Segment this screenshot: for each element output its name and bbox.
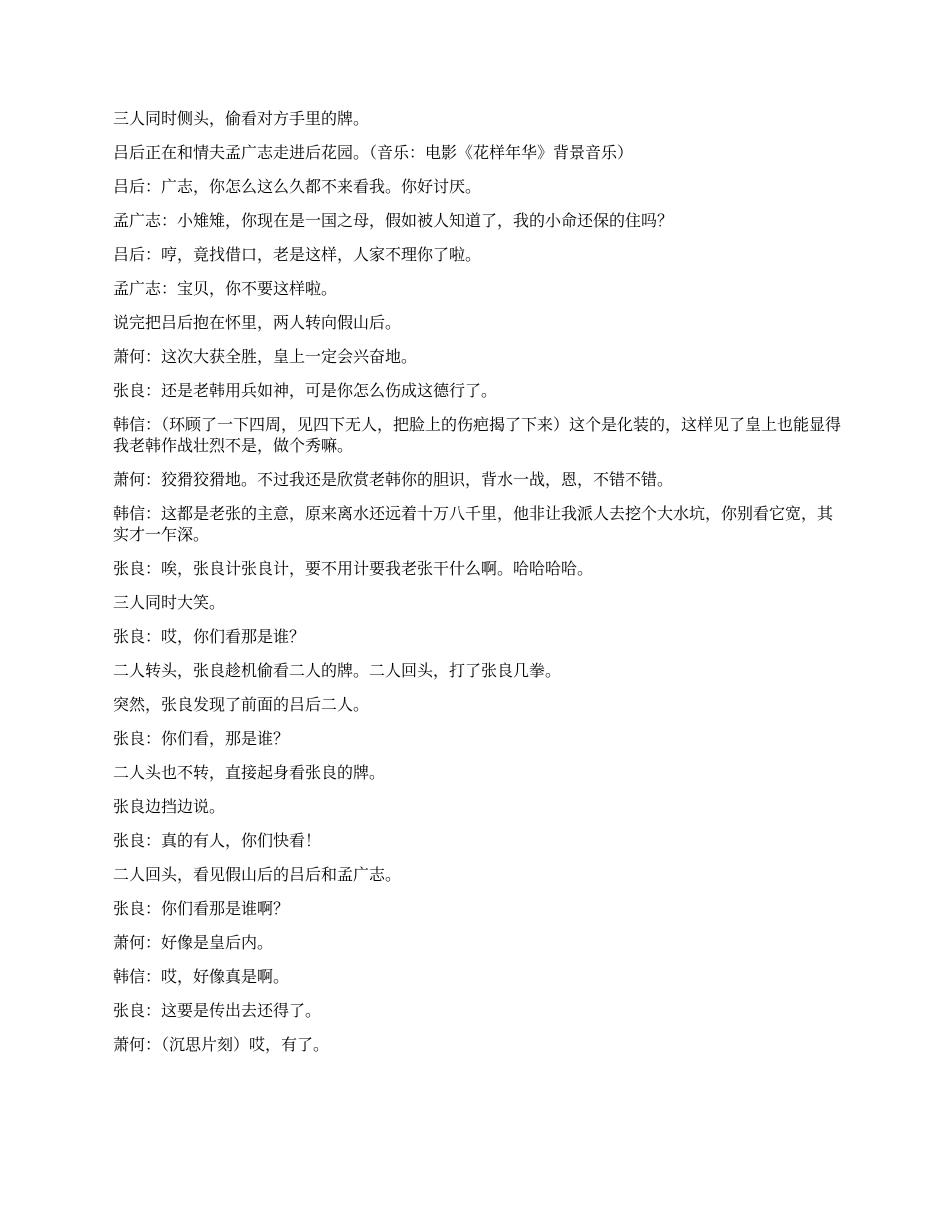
paragraph: 韩信：这都是老张的主意，原来离水还远着十万八千里，他非让我派人去挖个大水坑，你别看它宽，其实才一乍深。 <box>113 504 834 544</box>
paragraph: 张良：你们看，那是谁？ <box>113 729 290 748</box>
paragraph: 说完把吕后抱在怀里，两人转向假山后。 <box>113 313 402 332</box>
paragraph: 萧何：狡猾狡猾地。不过我还是欣赏老韩你的胆识，背水一战，恩，不错不错。 <box>113 470 674 489</box>
paragraph: 孟广志：宝贝，你不要这样啦。 <box>113 279 338 298</box>
paragraph: 张良：你们看那是谁啊？ <box>113 899 290 918</box>
paragraph: 张良：还是老韩用兵如神，可是你怎么伤成这德行了。 <box>113 381 498 400</box>
paragraph: 孟广志：小雉雉，你现在是一国之母，假如被人知道了，我的小命还保的住吗？ <box>113 211 674 230</box>
paragraph: 二人头也不转，直接起身看张良的牌。 <box>113 763 386 782</box>
document-body <box>113 108 841 1068</box>
paragraph: 萧何：这次大获全胜，皇上一定会兴奋地。 <box>113 347 418 366</box>
paragraph: 张良：真的有人，你们快看！ <box>113 831 322 850</box>
paragraph: 张良：哎，你们看那是谁？ <box>113 627 306 646</box>
paragraph: 萧何：好像是皇后内。 <box>113 933 274 952</box>
paragraph: 三人同时大笑。 <box>113 593 226 612</box>
paragraph: 张良：唉，张良计张良计，要不用计要我老张干什么啊。哈哈哈哈。 <box>113 559 594 578</box>
paragraph: 二人转头，张良趁机偷看二人的牌。二人回头，打了张良几拳。 <box>113 661 562 680</box>
paragraph: 三人同时侧头，偷看对方手里的牌。 <box>113 109 370 128</box>
paragraph: 萧何：（沉思片刻）哎，有了。 <box>113 1035 330 1054</box>
paragraph: 张良边挡边说。 <box>113 797 226 816</box>
paragraph: 张良：这要是传出去还得了。 <box>113 1001 322 1020</box>
paragraph: 韩信：（环顾了一下四周，见四下无人，把脸上的伤疤揭了下来）这个是化装的，这样见了皇上也能显得我老韩作战壮烈不是，做个秀嘛。 <box>113 415 842 455</box>
paragraph: 吕后：哼，竟找借口，老是这样，人家不理你了啦。 <box>113 245 482 264</box>
paragraph: 突然，张良发现了前面的吕后二人。 <box>113 695 370 714</box>
paragraph: 韩信：哎，好像真是啊。 <box>113 967 290 986</box>
paragraph: 吕后：广志，你怎么这么久都不来看我。你好讨厌。 <box>113 177 482 196</box>
paragraph: 二人回头，看见假山后的吕后和孟广志。 <box>113 865 402 884</box>
paragraph: 吕后正在和情夫孟广志走进后花园。（音乐：电影《花样年华》背景音乐） <box>113 143 634 162</box>
